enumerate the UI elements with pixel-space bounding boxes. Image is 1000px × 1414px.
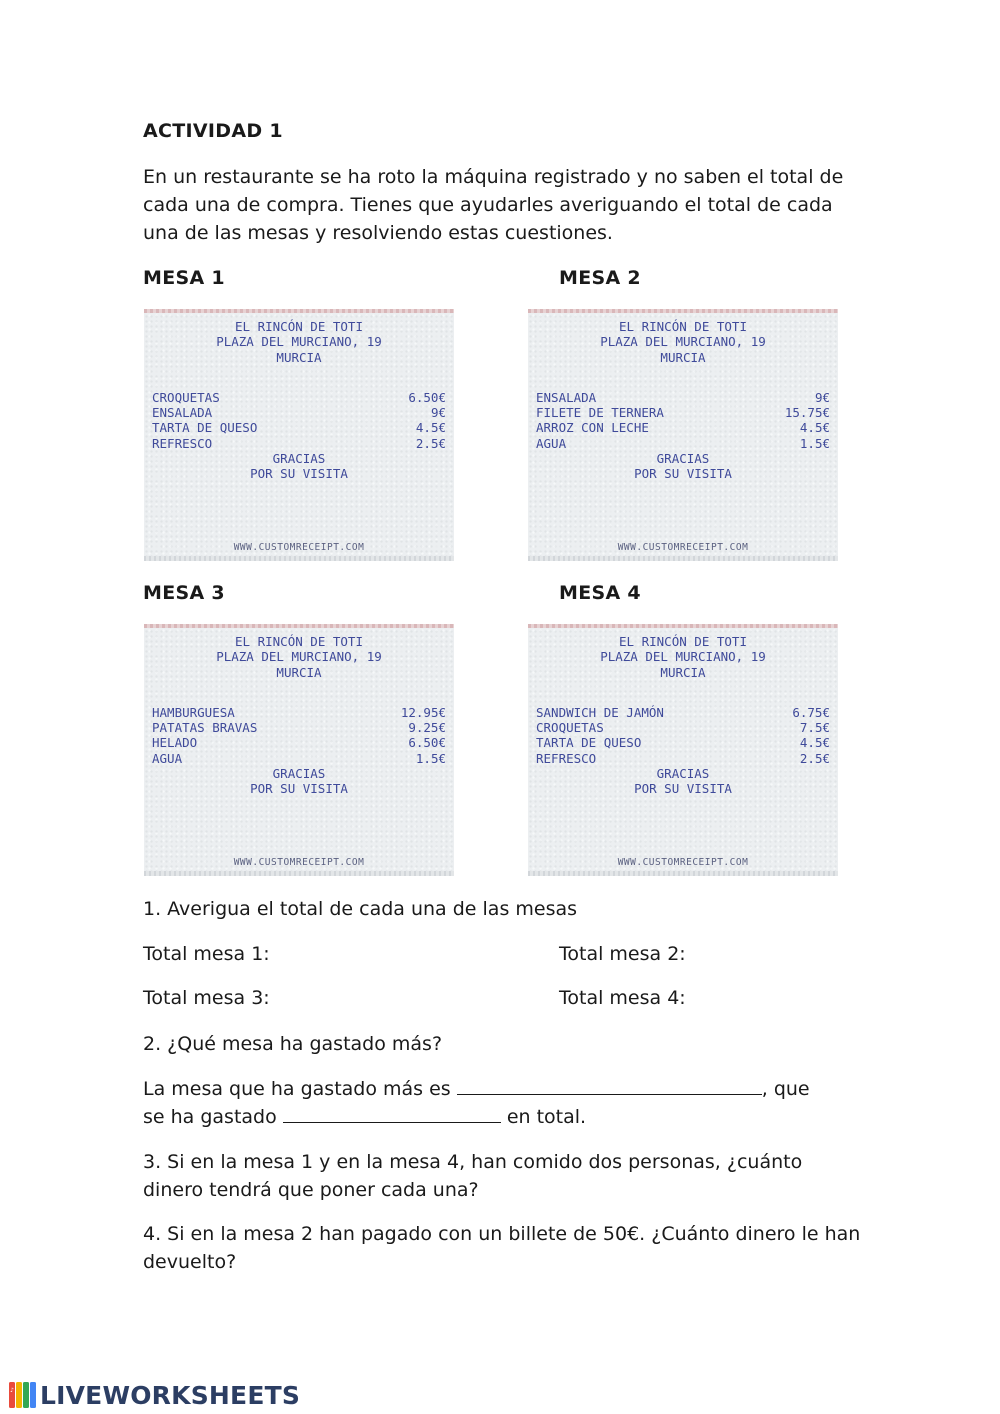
receipt-item-row xyxy=(536,751,830,766)
receipt-item-price: 2.5€ xyxy=(799,750,830,766)
answer-text-2: , que xyxy=(761,1078,810,1100)
receipt-thanks xyxy=(536,766,830,797)
receipt-item-price: 1.5€ xyxy=(415,750,446,766)
receipt-website: WWW.CUSTOMRECEIPT.COM xyxy=(233,856,365,868)
question-2: 2. ¿Qué mesa ha gastado más? xyxy=(143,1033,443,1055)
receipt-header-line: EL RINCÓN DE TOTI xyxy=(235,634,363,649)
receipt-item-price: 12.95€ xyxy=(400,704,446,720)
receipt-item-row xyxy=(536,420,830,435)
receipt-website: WWW.CUSTOMRECEIPT.COM xyxy=(617,541,749,553)
receipt-item-row xyxy=(152,720,446,735)
receipt-thanks-line: POR SU VISITA xyxy=(250,781,348,797)
total-mesa-1-label: Total mesa 1: xyxy=(143,943,270,965)
receipt-bottom-edge xyxy=(144,871,454,876)
receipt-header-line: MURCIA xyxy=(660,349,706,365)
answer-blank-mesa[interactable] xyxy=(457,1076,762,1095)
receipt-header xyxy=(152,319,446,365)
receipt-thanks-line: POR SU VISITA xyxy=(634,466,732,482)
receipt-item-name: FILETE DE TERNERA xyxy=(536,405,664,421)
mesa-2-label: MESA 2 xyxy=(559,267,641,289)
receipt-item-name: CROQUETAS xyxy=(152,389,220,405)
receipt-item-row xyxy=(536,705,830,720)
receipt-item-name: PATATAS BRAVAS xyxy=(152,720,258,736)
question-4: 4. Si en la mesa 2 han pagado con un billete de 50€. ¿Cuánto dinero le han devuelto? xyxy=(143,1223,861,1273)
receipt-header xyxy=(536,634,830,680)
receipt-item-price: 9€ xyxy=(814,389,830,405)
receipt-thanks xyxy=(536,451,830,482)
receipt-header xyxy=(536,319,830,365)
receipt-header-line: PLAZA DEL MURCIANO, 19 xyxy=(216,649,382,665)
answer-text-3: se ha gastado xyxy=(143,1106,277,1128)
receipt-item-name: REFRESCO xyxy=(536,750,597,766)
receipt-tear-edge xyxy=(528,624,838,628)
receipt-tear-edge xyxy=(144,309,454,313)
receipt-header-line: PLAZA DEL MURCIANO, 19 xyxy=(600,334,766,350)
receipt-item-price: 4.5€ xyxy=(415,420,446,436)
receipt-item-row xyxy=(152,751,446,766)
receipt-item-price: 1.5€ xyxy=(799,435,830,451)
receipt-item-name: TARTA DE QUESO xyxy=(152,420,258,436)
receipt-website: WWW.CUSTOMRECEIPT.COM xyxy=(233,541,365,553)
receipt-items xyxy=(536,390,830,451)
receipt-items xyxy=(152,705,446,766)
intro-paragraph: En un restaurante se ha roto la máquina registrado y no saben el total de cada una de compra. Tienes que ayudarles averiguando el total de cada una de las mesas y resolviendo estas cuestiones. xyxy=(143,166,844,244)
receipt-item-name: CROQUETAS xyxy=(536,720,604,736)
receipt-item-row xyxy=(536,735,830,750)
receipt-item-row xyxy=(152,705,446,720)
receipt-item-name: ENSALADA xyxy=(536,389,597,405)
liveworksheets-logo xyxy=(8,1378,300,1412)
receipt-item-name: ENSALADA xyxy=(152,405,213,421)
receipt-item-price: 4.5€ xyxy=(799,735,830,751)
receipt-tear-edge xyxy=(528,309,838,313)
receipt-item-name: REFRESCO xyxy=(152,435,213,451)
receipt-header-line: PLAZA DEL MURCIANO, 19 xyxy=(600,649,766,665)
answer-text-1: La mesa que ha gastado más es xyxy=(143,1078,451,1100)
receipt-item-name: SANDWICH DE JAMÓN xyxy=(536,704,664,720)
receipt-mesa-1 xyxy=(144,309,454,561)
receipt-header-line: EL RINCÓN DE TOTI xyxy=(619,634,747,649)
answer-text-4: en total. xyxy=(506,1106,587,1128)
receipt-thanks-line: POR SU VISITA xyxy=(634,781,732,797)
receipt-bottom-edge xyxy=(528,871,838,876)
receipt-item-price: 9.25€ xyxy=(408,720,446,736)
receipt-item-row xyxy=(536,720,830,735)
receipt-header xyxy=(152,634,446,680)
receipt-items xyxy=(152,390,446,451)
mesa-3-label: MESA 3 xyxy=(143,582,225,604)
receipt-thanks-line: POR SU VISITA xyxy=(250,466,348,482)
svg-text:♪: ♪ xyxy=(10,1387,14,1394)
answer-blank-amount[interactable] xyxy=(283,1104,501,1123)
total-mesa-2-label: Total mesa 2: xyxy=(559,943,686,965)
question-1: 1. Averigua el total de cada una de las mesas xyxy=(143,898,578,920)
activity-title: ACTIVIDAD 1 xyxy=(143,120,283,142)
receipt-item-name: HELADO xyxy=(152,735,198,751)
receipt-item-price: 6.50€ xyxy=(408,389,446,405)
receipt-header-line: MURCIA xyxy=(660,664,706,680)
receipt-item-price: 15.75€ xyxy=(784,405,830,421)
receipt-item-price: 7.5€ xyxy=(799,720,830,736)
receipt-item-price: 9€ xyxy=(430,405,446,421)
mesa-4-label: MESA 4 xyxy=(559,582,641,604)
receipt-items xyxy=(536,705,830,766)
receipt-thanks xyxy=(152,451,446,482)
receipt-website: WWW.CUSTOMRECEIPT.COM xyxy=(617,856,749,868)
receipt-thanks-line: GRACIAS xyxy=(656,766,710,782)
receipt-header-line: EL RINCÓN DE TOTI xyxy=(619,319,747,334)
receipt-header-line: MURCIA xyxy=(276,349,322,365)
receipt-thanks-line: GRACIAS xyxy=(656,451,710,467)
total-mesa-4-label: Total mesa 4: xyxy=(559,987,686,1009)
receipt-item-row xyxy=(536,390,830,405)
receipt-bottom-edge xyxy=(528,556,838,561)
receipt-item-price: 2.5€ xyxy=(415,435,446,451)
receipt-item-row xyxy=(152,735,446,750)
receipt-item-name: TARTA DE QUESO xyxy=(536,735,642,751)
receipt-item-row xyxy=(152,390,446,405)
receipt-header-line: PLAZA DEL MURCIANO, 19 xyxy=(216,334,382,350)
liveworksheets-logo-icon xyxy=(8,1380,38,1410)
receipt-item-price: 4.5€ xyxy=(799,420,830,436)
receipt-mesa-2 xyxy=(528,309,838,561)
receipt-item-row xyxy=(536,405,830,420)
question-2-answer xyxy=(143,1075,863,1131)
receipt-item-row xyxy=(152,405,446,420)
receipt-item-name: AGUA xyxy=(152,750,183,766)
receipt-item-name: AGUA xyxy=(536,435,567,451)
receipt-mesa-4 xyxy=(528,624,838,876)
mesa-1-label: MESA 1 xyxy=(143,267,225,289)
receipt-header-line: EL RINCÓN DE TOTI xyxy=(235,319,363,334)
question-3: 3. Si en la mesa 1 y en la mesa 4, han comido dos personas, ¿cuánto dinero tendrá que poner cada una? xyxy=(143,1151,803,1201)
receipt-bottom-edge xyxy=(144,556,454,561)
total-mesa-3-label: Total mesa 3: xyxy=(143,987,270,1009)
receipt-item-name: ARROZ CON LECHE xyxy=(536,420,649,436)
receipt-item-price: 6.75€ xyxy=(792,704,830,720)
receipt-thanks-line: GRACIAS xyxy=(272,451,326,467)
receipt-item-row xyxy=(152,436,446,451)
receipt-item-name: HAMBURGUESA xyxy=(152,704,235,720)
receipt-thanks-line: GRACIAS xyxy=(272,766,326,782)
receipt-header-line: MURCIA xyxy=(276,664,322,680)
receipt-thanks xyxy=(152,766,446,797)
brand-name: LIVEWORKSHEETS xyxy=(40,1380,301,1410)
receipt-item-row xyxy=(152,420,446,435)
receipt-tear-edge xyxy=(144,624,454,628)
receipt-item-row xyxy=(536,436,830,451)
receipt-mesa-3 xyxy=(144,624,454,876)
receipt-item-price: 6.50€ xyxy=(408,735,446,751)
